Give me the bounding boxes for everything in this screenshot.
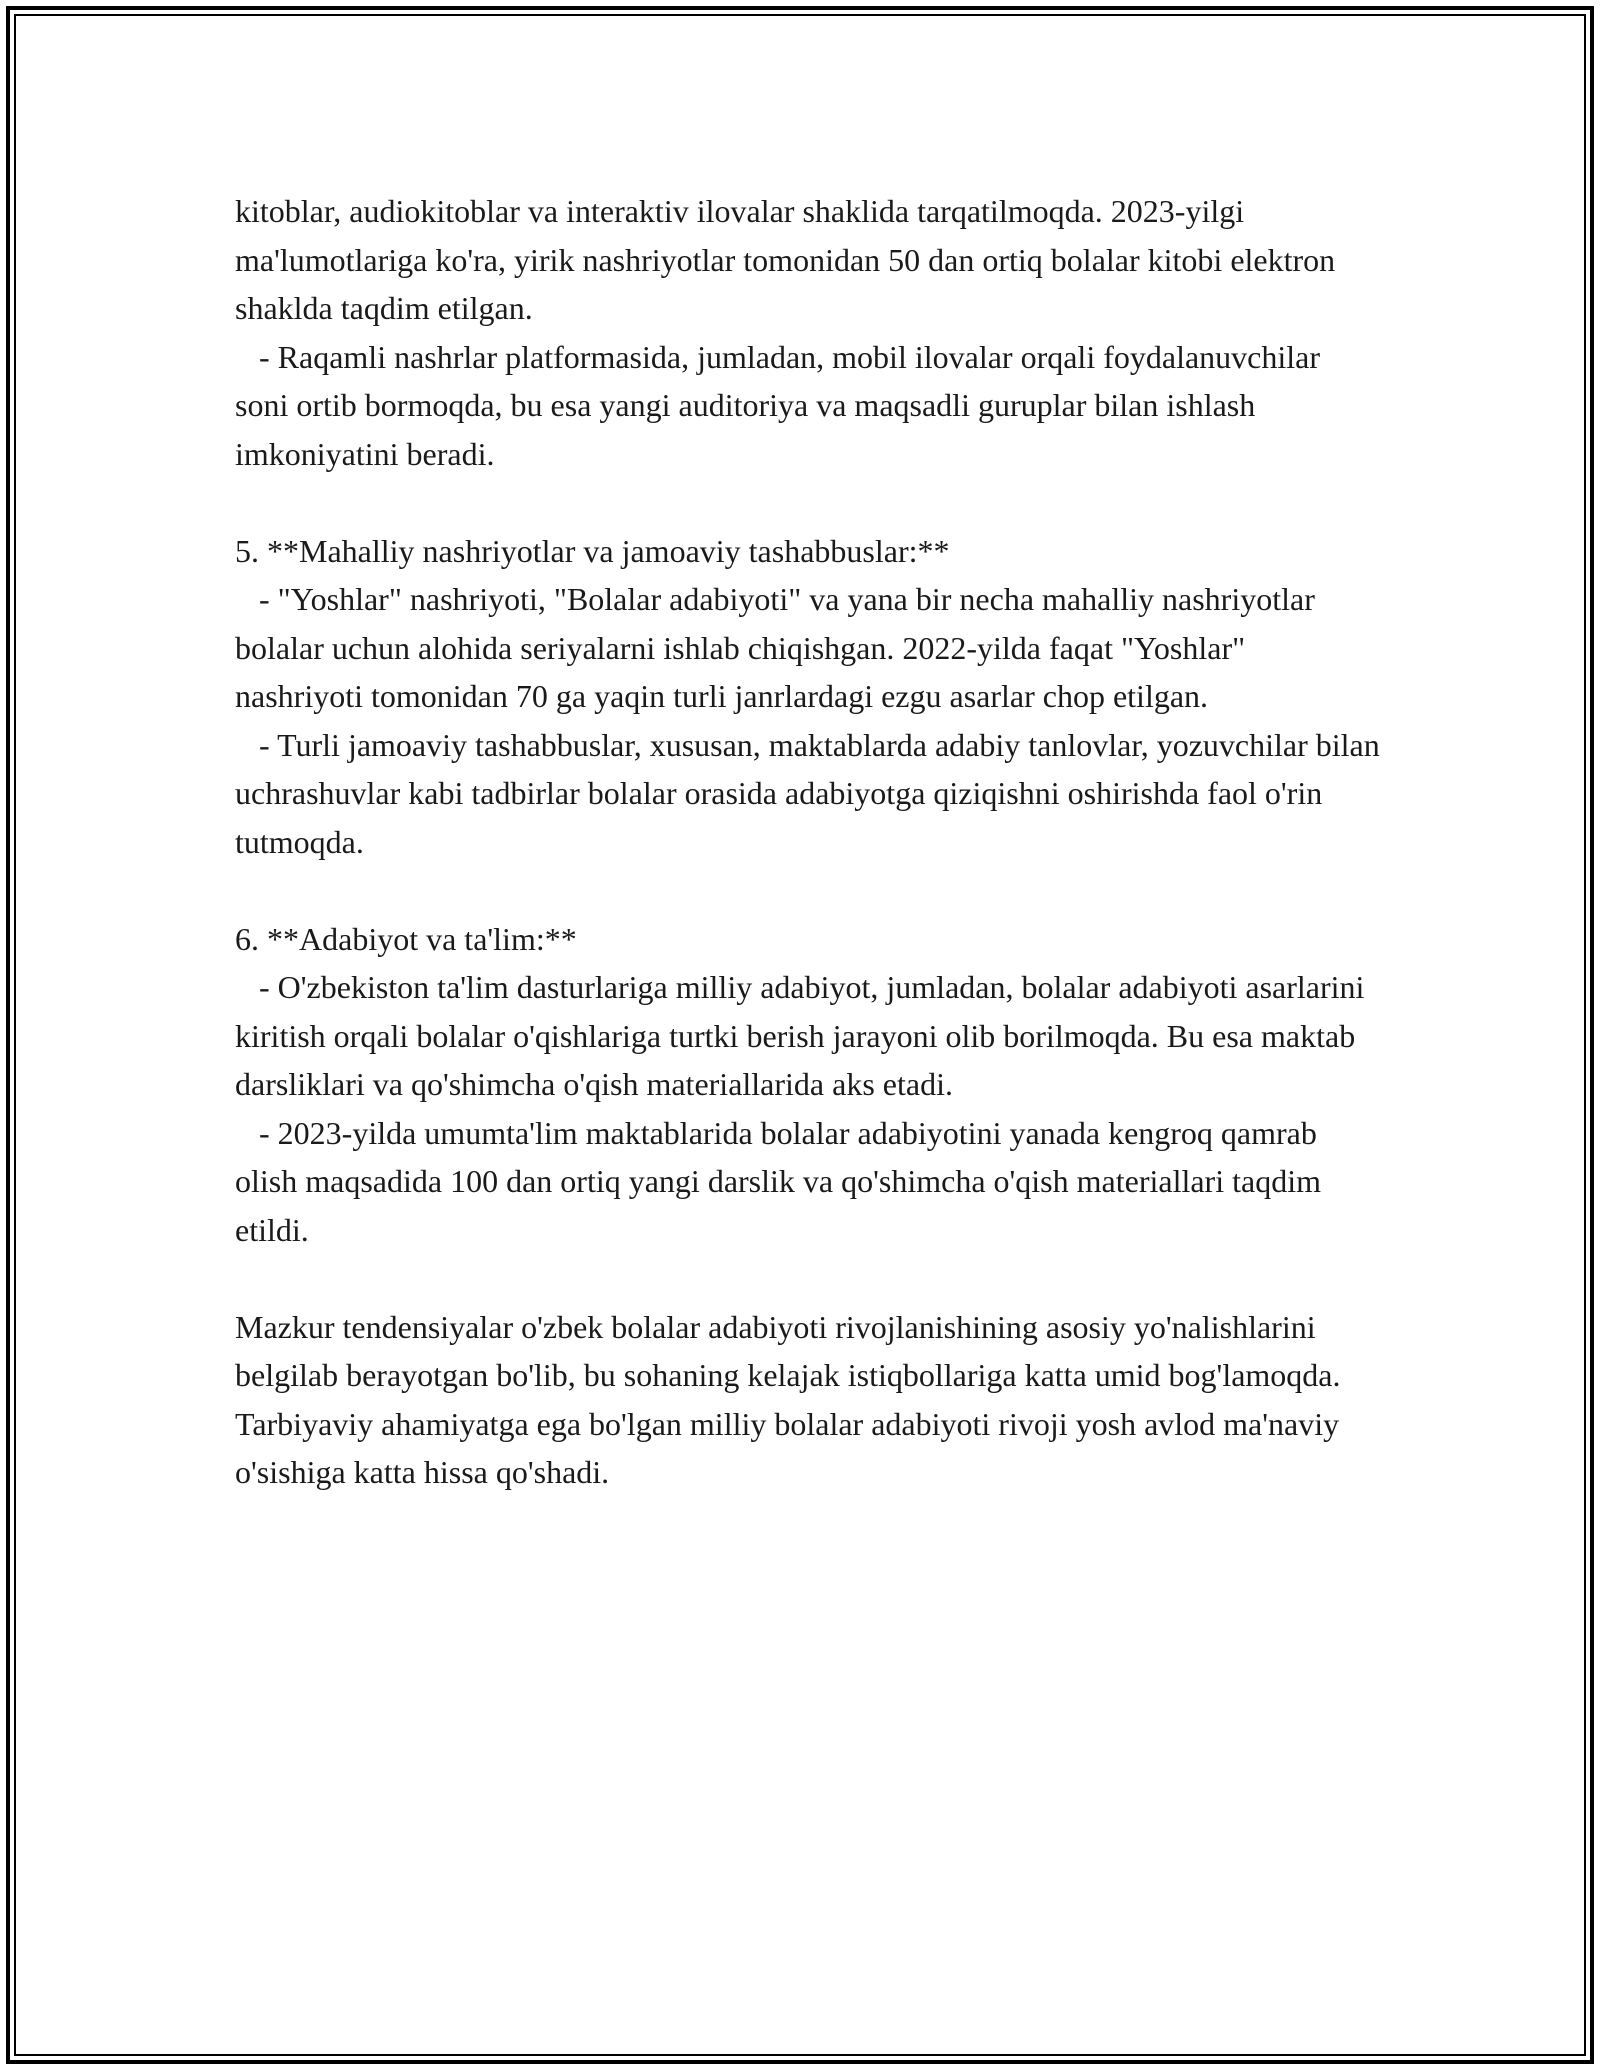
bullet-text: - "Yoshlar" nashriyoti, "Bolalar adabiyoti" va yana bir necha mahalliy nashriyotlar bolalar uchun alohida seriyalarni ishlab chiqishgan. 2022-yilda faqat "Yoshlar" nashriyoti tomonidan 70 ga yaqin turli janrlardagi ezgu asarlar chop etilgan. [235, 581, 1315, 714]
section-heading-5: 5. **Mahalliy nashriyotlar va jamoaviy tashabbuslar:** [235, 532, 950, 569]
bullet-digital-platforms [235, 333, 1380, 479]
bullet-community-initiatives [235, 721, 1380, 867]
paragraph-conclusion: Mazkur tendensiyalar o'zbek bolalar adabiyoti rivojlanishining asosiy yo'nalishlarini belgilab berayotgan bo'lib, bu sohaning kelajak istiqbollariga katta umid bog'lamoqda. Tarbiyaviy ahamiyatga ega bo'lgan milliy bolalar adabiyoti rivoji yosh avlod ma'naviy o'sishiga katta hissa qo'shadi. [235, 1308, 1341, 1490]
bullet-new-textbooks [235, 1109, 1380, 1255]
bullet-indent [235, 339, 259, 375]
bullet-text: - Turli jamoaviy tashabbuslar, xususan, maktablarda adabiy tanlovlar, yozuvchilar bilan uchrashuvlar kabi tadbirlar bolalar orasida adabiyotga qiziqishni oshirishda faol o'rin tutmoqda. [235, 726, 1380, 860]
paragraph-gap [235, 866, 1380, 915]
bullet-indent [235, 581, 259, 617]
bullet-indent [235, 727, 259, 763]
paragraph-gap [235, 1254, 1380, 1303]
bullet-text: - Raqamli nashrlar platformasida, jumladan, mobil ilovalar orqali foydalanuvchilar soni ortib bormoqda, bu esa yangi auditoriya va maqsadli guruplar bilan ishlash imkoniyatini beradi. [235, 338, 1320, 472]
bullet-text: - O'zbekiston ta'lim dasturlariga milliy adabiyot, jumladan, bolalar adabiyoti asarlarini kiritish orqali bolalar o'qishlariga turtki berish jarayoni olib borilmoqda. Bu esa maktab darsliklari va qo'shimcha o'qish materiallarida aks etadi. [235, 969, 1365, 1102]
paragraph-gap [235, 478, 1380, 527]
bullet-indent [235, 1115, 259, 1151]
bullet-indent [235, 969, 259, 1005]
bullet-local-publishers [235, 575, 1380, 721]
section-heading-6: 6. **Adabiyot va ta'lim:** [235, 920, 577, 957]
bullet-education-programs [235, 963, 1380, 1109]
document-body [235, 187, 1380, 1497]
paragraph-digital-books: kitoblar, audiokitoblar va interaktiv ilovalar shaklida tarqatilmoqda. 2023-yilgi ma'lumotlariga ko'ra, yirik nashriyotlar tomonidan 50 dan ortiq bolalar kitobi elektron shaklda taqdim etilgan. [235, 193, 1336, 326]
bullet-text: - 2023-yilda umumta'lim maktablarida bolalar adabiyotini yanada kengroq qamrab olish maqsadida 100 dan ortiq yangi darslik va qo'shimcha o'qish materiallari taqdim etildi. [235, 1114, 1321, 1248]
